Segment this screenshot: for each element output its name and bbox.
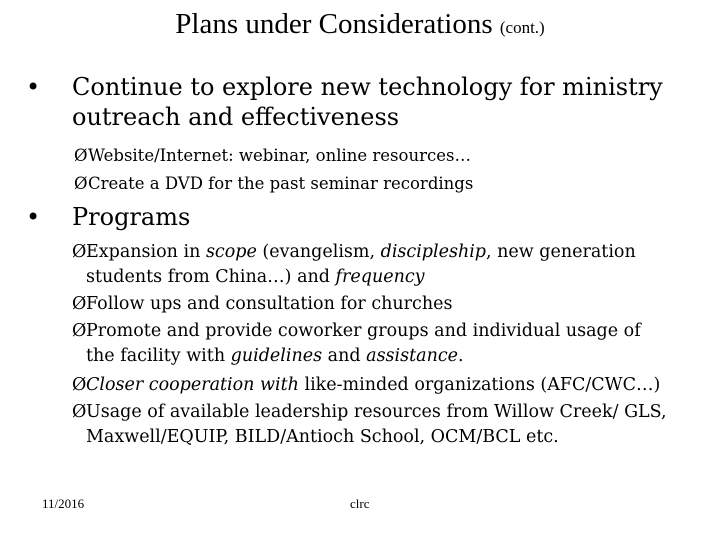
subitem-coworker-groups bbox=[72, 319, 672, 369]
text-part: Expansion in bbox=[86, 242, 206, 262]
subitem-expansion bbox=[72, 240, 672, 290]
subitem-dvd bbox=[74, 171, 694, 196]
text-part-italic: guidelines bbox=[230, 346, 323, 366]
subitem-text: Usage of available leadership resources from Willow Creek/ GLS, Maxwell/EQUIP, BILD/Antioch School, OCM/BCL etc. bbox=[86, 402, 667, 447]
title-text: Plans under Considerations bbox=[175, 8, 493, 40]
subitem-cooperation bbox=[72, 373, 672, 398]
arrow-bullet-icon: Ø bbox=[72, 321, 87, 341]
text-part: . bbox=[458, 346, 464, 366]
subitem-text bbox=[72, 319, 672, 369]
text-part-italic: Closer cooperation with bbox=[86, 375, 299, 395]
arrow-bullet-icon: Ø bbox=[74, 146, 88, 165]
text-part: like-minded organizations (AFC/CWC…) bbox=[298, 375, 661, 395]
text-part-italic: scope bbox=[205, 242, 257, 262]
subitem-text bbox=[72, 373, 672, 398]
bullet-text: Continue to explore new technology for ministry outreach and effectiveness bbox=[72, 73, 663, 131]
bullet-marker: • bbox=[26, 203, 41, 231]
slide-title bbox=[0, 6, 720, 46]
bullet-marker: • bbox=[26, 73, 41, 101]
text-part: (evangelism, bbox=[256, 242, 381, 262]
bullet-text: Programs bbox=[72, 203, 191, 231]
subitem-text: Follow ups and consultation for churches bbox=[86, 294, 453, 314]
subitem-text: Create a DVD for the past seminar recordings bbox=[88, 174, 474, 193]
subitem-text: Website/Internet: webinar, online resources… bbox=[88, 146, 471, 165]
text-part-italic: discipleship bbox=[380, 242, 487, 262]
arrow-bullet-icon: Ø bbox=[72, 402, 87, 422]
subitem-leadership-resources bbox=[72, 400, 672, 450]
subitem-text bbox=[72, 240, 672, 290]
subitem-website bbox=[74, 143, 694, 168]
text-part-italic: frequency bbox=[335, 267, 425, 287]
subitem-followups bbox=[72, 292, 672, 317]
text-part: and bbox=[322, 346, 367, 366]
title-suffix: (cont.) bbox=[499, 18, 545, 37]
bullet-technology bbox=[26, 72, 696, 132]
arrow-bullet-icon: Ø bbox=[72, 294, 87, 314]
bullet-programs bbox=[26, 202, 696, 232]
text-part-italic: assistance bbox=[366, 346, 459, 366]
text-part: , new generation students from China…) and bbox=[86, 242, 636, 287]
arrow-bullet-icon: Ø bbox=[74, 174, 88, 193]
footer-org: clrc bbox=[350, 496, 370, 511]
arrow-bullet-icon: Ø bbox=[72, 242, 87, 262]
footer-date: 11/2016 bbox=[42, 496, 85, 511]
text-part: Promote and provide coworker groups and individual usage of the facility with bbox=[86, 321, 641, 366]
arrow-bullet-icon: Ø bbox=[72, 375, 87, 395]
